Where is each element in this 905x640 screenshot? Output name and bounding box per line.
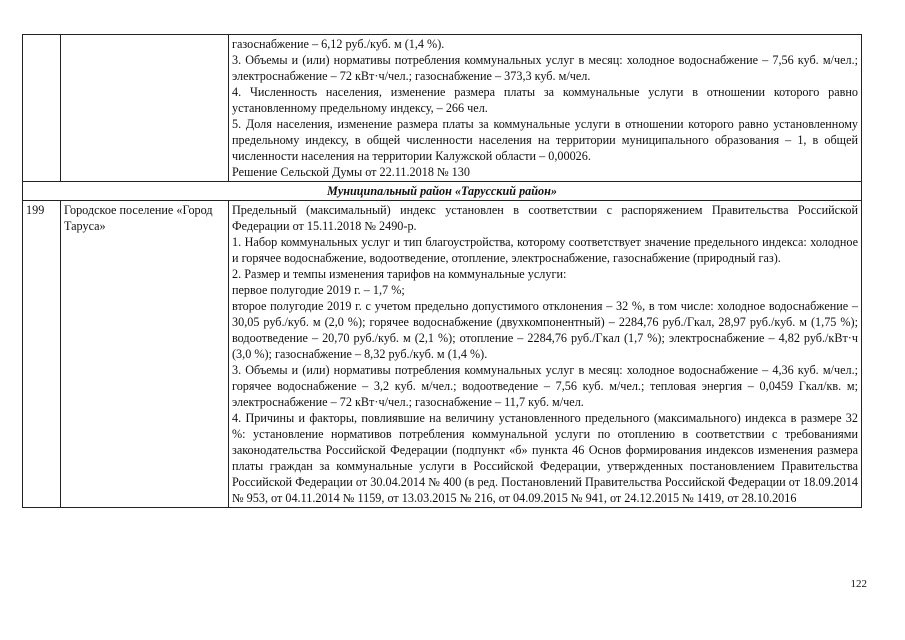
content-line: 4. Причины и факторы, повлиявшие на величину установленного предельного (максимального) индекса в размере 32 %: установление нормативов потребления коммунальной услуги по отоплению в соответствии с требованиями законодательства Российской Федерации (подпункт «б» пункта 46 Основ формирования индексов изменения размера платы граждан за коммунальные услуги в Российской Федерации, утвержденных постановлением Правительства Российской Федерации от 30.04.2014 № 400 (в ред. Постановлений Правительства Российской Федерации от 18.09.2014 № 953, от 04.11.2014 № 1159, от 13.03.2015 № 216, от 04.09.2015 № 941, от 24.12.2015 № 1419, от 28.10.2016 (232, 411, 858, 505)
content-line: Предельный (максимальный) индекс установлен в соответствии с распоряжением Правительства Российской Федерации от 15.11.2018 № 2490-р. (232, 203, 858, 233)
indices-table (22, 34, 862, 508)
decision-line: Решение Сельской Думы от 22.11.2018 № 130 (232, 165, 470, 179)
row-number: 199 (23, 201, 61, 508)
table-row-continued (23, 35, 862, 182)
page-number: 122 (850, 578, 867, 590)
row-content-cell (229, 35, 862, 182)
content-line: первое полугодие 2019 г. – 1,7 %; (232, 283, 405, 297)
municipality-cell-empty (61, 35, 229, 182)
content-line: второе полугодие 2019 г. с учетом предельно допустимого отклонения – 32 %, в том числе: холодное водоснабжение – 30,05 руб./куб. м (2,0 %); горячее водоснабжение (двухкомпонентный) – 2284,76 руб./Гкал, 28,97 руб./куб. м (1,75 %); водоотведение – 20,70 руб./куб. м (2,1 %); отопление – 2284,76 руб./Гкал (1,7 %); электроснабжение – 4,82 руб./кВт·ч (3,0 %); газоснабжение – 8,32 руб./куб. м (1,4 %). (232, 299, 858, 361)
municipality-name: Городское поселение «Город Таруса» (61, 201, 229, 508)
content-line: 5. Доля населения, изменение размера платы за коммунальные услуги в отношении которого равно установленному предельному индексу, в общей численности населения на территории муниципального образования – 1, в общей численности населения на территории Калужской области – 0,00026. (232, 117, 858, 163)
row-content-cell (229, 201, 862, 508)
district-header-row (23, 182, 862, 201)
table-row-199 (23, 201, 862, 508)
content-line: 3. Объемы и (или) нормативы потребления коммунальных услуг в месяц: холодное водоснабжение – 4,36 куб. м/чел.; горячее водоснабжение – 3,2 куб. м/чел.; водоотведение – 7,56 куб. м/чел.; тепловая энергия – 0,0459 Гкал/кв. м; электроснабжение – 72 кВт·ч/чел.; газоснабжение – 11,7 куб. м/чел. (232, 363, 858, 409)
content-line: 1. Набор коммунальных услуг и тип благоустройства, которому соответствует значение предельного индекса: холодное и горячее водоснабжение, водоотведение, отопление, электроснабжение, газоснабжение (природный газ). (232, 235, 858, 265)
number-cell-empty (23, 35, 61, 182)
district-header: Муниципальный район «Тарусский район» (23, 182, 862, 201)
content-line: 2. Размер и темпы изменения тарифов на коммунальные услуги: (232, 267, 567, 281)
content-line: 3. Объемы и (или) нормативы потребления коммунальных услуг в месяц: холодное водоснабжение – 7,56 куб. м/чел.; электроснабжение – 72 кВт·ч/чел.; газоснабжение – 373,3 куб. м/чел. (232, 53, 858, 83)
content-line: 4. Численность населения, изменение размера платы за коммунальные услуги в отношении которого равно установленному предельному индексу, – 266 чел. (232, 85, 858, 115)
content-line: газоснабжение – 6,12 руб./куб. м (1,4 %). (232, 37, 445, 51)
